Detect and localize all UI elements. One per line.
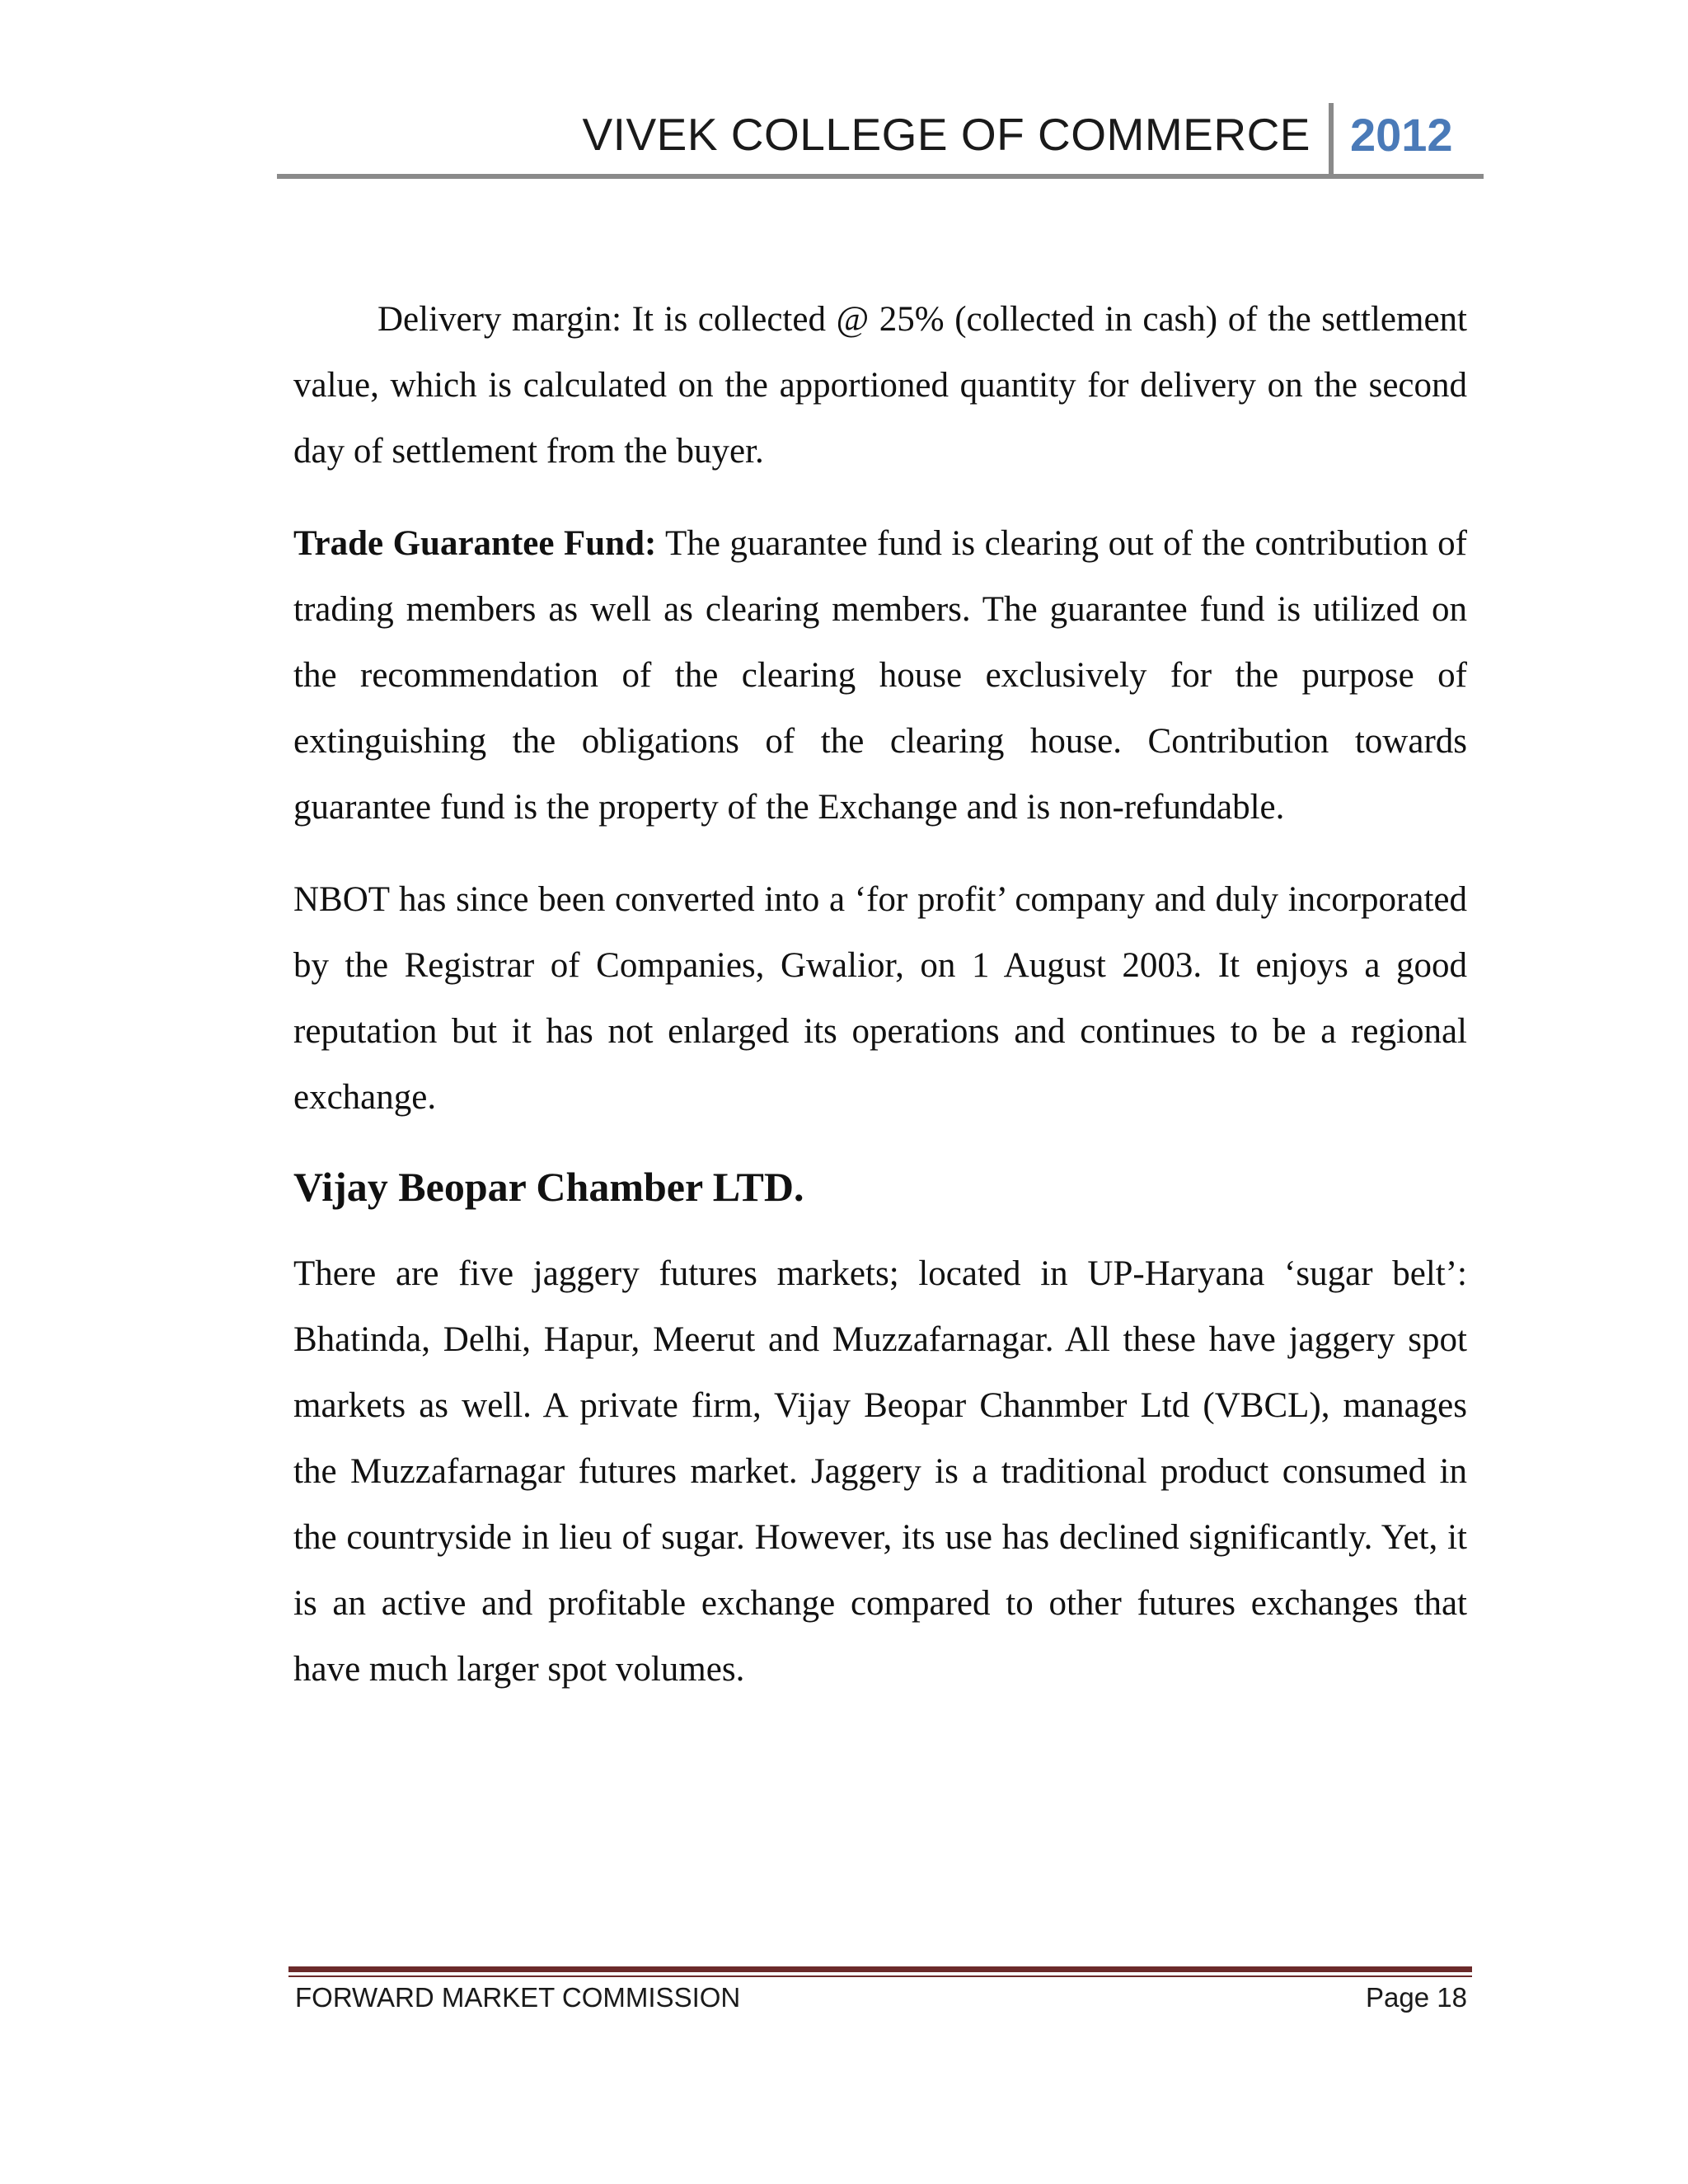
section-heading: Vijay Beopar Chamber LTD. xyxy=(293,1164,804,1210)
header-title: VIVEK COLLEGE OF COMMERCE xyxy=(582,109,1311,160)
header-divider xyxy=(1329,103,1334,176)
paragraph-lead-term: Trade Guarantee Fund: xyxy=(293,524,657,563)
header-rule xyxy=(277,174,1484,179)
paragraph-jaggery-markets: There are five jaggery futures markets; located in UP-Haryana ‘sugar belt’: Bhatinda, Delhi, Hapur, Meerut and Muzzafarnagar. All these have jaggery spot markets as well. A private firm, Vijay Beopar Chanmber Ltd (VBCL), manages the Muzzafarnagar futures market. Jaggery is a traditional product consumed in the countryside in lieu of sugar. However, its use has declined significantly. Yet, it is an active and profitable exchange compared to other futures exchanges that have much larger spot volumes. xyxy=(293,1254,1467,1689)
footer-rule-thin xyxy=(288,1975,1472,1977)
paragraph-trade-guarantee-fund xyxy=(293,511,1467,841)
header-year: 2012 xyxy=(1350,109,1453,161)
paragraph-body-text: The guarantee fund is clearing out of the contribution of trading members as well as clearing members. The guarantee fund is utilized on the recommendation of the clearing house exclusively for the purpose of extinguishing the obligations of the clearing house. Contribution towards guarantee fund is the property of the Exchange and is non-refundable. xyxy=(293,524,1467,827)
paragraph-nbot: NBOT has since been converted into a ‘for profit’ company and duly incorporated by the Registrar of Companies, Gwalior, on 1 August 2003. It enjoys a good reputation but it has not enlarged its operations and continues to be a regional exchange. xyxy=(293,880,1467,1117)
page-body xyxy=(293,287,1467,1729)
page-number: Page 18 xyxy=(1366,1982,1467,2013)
footer-title: FORWARD MARKET COMMISSION xyxy=(295,1982,741,2013)
paragraph-delivery-margin: Delivery margin: It is collected @ 25% (collected in cash) of the settlement value, which is calculated on the apportioned quantity for delivery on the second day of settlement from the buyer. xyxy=(293,300,1467,471)
page-header xyxy=(277,103,1484,181)
footer-rule-thick xyxy=(288,1966,1472,1972)
